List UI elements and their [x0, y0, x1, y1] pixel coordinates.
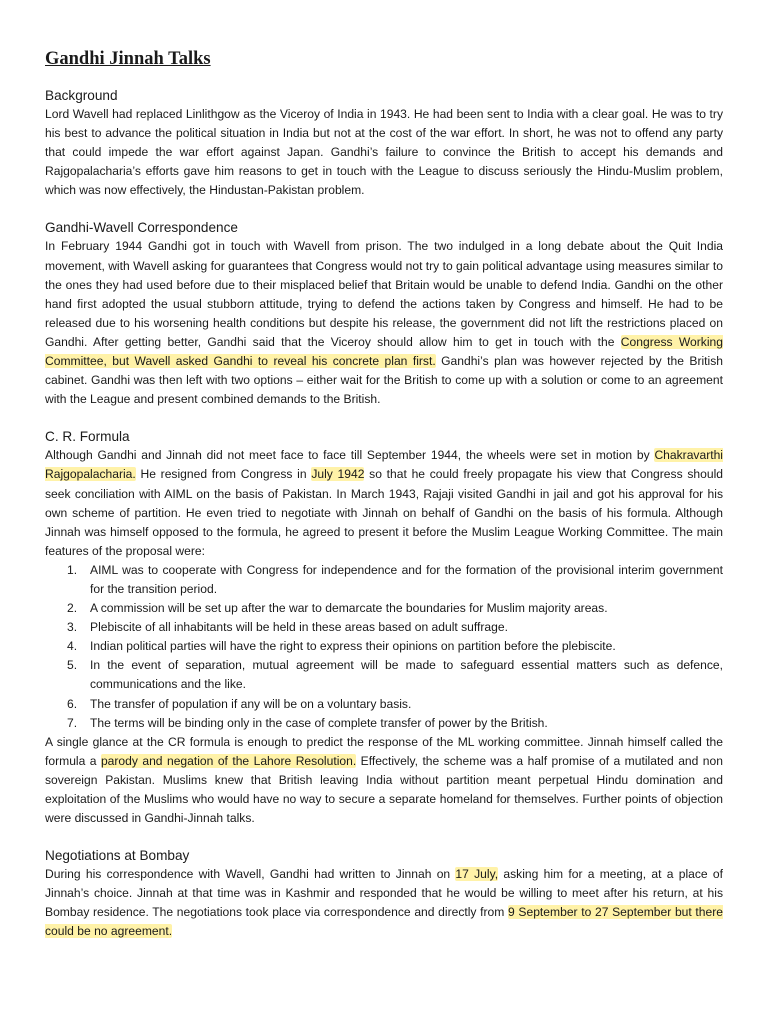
text-run: Effectively, the scheme was a half promise of a mutilated and non sovereign Pakistan. Muslims knew that British leaving India without partition meant perpetual Hindu domination and exploitation of the Muslims who would have no way to secure a separate homeland for themselves. Further points of objection were discussed in Gandhi-Jinnah talks. [45, 753, 723, 826]
list-text: Indian political parties will have the right to express their opinions on partition before the plebiscite. [90, 639, 616, 654]
section-heading: C. R. Formula [45, 429, 130, 445]
text-run: Gandhi’s plan was however rejected by the British cabinet. Gandhi was then left with two options – either wait for the British to come up with a solution or come to an agreement with the League and present combined demands to the British. [45, 354, 723, 407]
list-number: 6. [67, 696, 78, 711]
section-heading: Background [45, 88, 118, 103]
page-title: Gandhi Jinnah Talks [45, 49, 211, 69]
list-number: 2. [67, 601, 78, 616]
list-item [45, 561, 723, 599]
list-number: 4. [67, 639, 78, 654]
list-item [45, 695, 723, 714]
highlighted-text: 9 September to 27 September but there could be no agreement. [45, 905, 723, 939]
list-text: In the event of separation, mutual agreement will be made to safeguard essential matters such as defence, communications and the like. [90, 658, 723, 692]
paragraph [45, 446, 723, 561]
text-run: He resigned from Congress in [135, 467, 312, 482]
list-text: Plebiscite of all inhabitants will be held in these areas based on adult suffrage. [90, 620, 508, 635]
highlighted-text: parody and negation of the Lahore Resolution. [100, 753, 357, 768]
section-bombay [45, 846, 723, 941]
list-number: 1. [67, 562, 78, 577]
paragraph [45, 865, 723, 941]
highlighted-text: Chakravarthi Rajgopalacharia. [45, 448, 723, 482]
list-number: 3. [67, 620, 78, 635]
highlighted-text: Congress Working Committee, but Wavell asked Gandhi to reveal his concrete plan first. [45, 334, 723, 369]
section-correspondence [45, 218, 723, 409]
list-item [45, 618, 723, 637]
paragraph: Lord Wavell had replaced Linlithgow as the Viceroy of India in 1943. He had been sent to India with a clear goal. He was to try his best to advance the political situation in India but not at the cost of the war effort. In short, he was not to offend any party that could impede the war effort against Japan. Gandhi’s failure to convince the British to accept his demands and Rajgopalacharia’s efforts gave him reasons to get in touch with the League to discuss seriously the Hindu-Muslim problem, which was now effectively, the Hindustan-Pakistan problem. [45, 107, 723, 198]
section-cr-formula [45, 427, 723, 828]
highlighted-text: July 1942 [311, 467, 365, 482]
text-run: A single glance at the CR formula is enough to predict the response of the ML working committee. Jinnah himself called the formula a [45, 734, 723, 768]
list-number: 5. [67, 658, 78, 673]
section-heading: Negotiations at Bombay [45, 848, 190, 864]
paragraph [45, 733, 723, 828]
list-item [45, 637, 723, 656]
list-item [45, 599, 723, 618]
highlighted-text: 17 July, [455, 867, 499, 882]
document-page [45, 46, 723, 960]
text-run: so that he could freely propagate his view that Congress should seek conciliation with AIML on the basis of Pakistan. In March 1943, Rajaji visited Gandhi in jail and got his approval for his own scheme of partition. He even tried to negotiate with Jinnah on behalf of Gandhi on the basis of his formula. Although Jinnah was himself opposed to the formula, he agreed to present it before the Muslim League Working Committee. The main features of the proposal were: [45, 467, 723, 558]
text-run: asking him for a meeting, at a place of Jinnah’s choice. Jinnah at that time was in Kashmir and responded that he would be willing to meet after his return, at his Bombay residence. The negotiations took place via correspondence and directly from [45, 867, 723, 920]
proposal-list [45, 561, 723, 733]
text-run: During his correspondence with Wavell, Gandhi had written to Jinnah on [45, 867, 456, 882]
list-item [45, 656, 723, 694]
list-text: A commission will be set up after the war to demarcate the boundaries for Muslim majority areas. [90, 601, 608, 616]
list-number: 7. [67, 715, 78, 730]
section-heading: Gandhi-Wavell Correspondence [45, 220, 238, 236]
list-text: The terms will be binding only in the case of complete transfer of power by the British. [90, 715, 548, 730]
section-background [45, 86, 723, 200]
text-run: In February 1944 Gandhi got in touch with Wavell from prison. The two indulged in a long debate about the Quit India movement, with Wavell asking for guarantees that Congress would not try to gain political advantage using measures similar to the ones they had used before due to their misplaced belief that Britain would be unable to defend India. Gandhi on the other hand first adopted the usual stubborn attitude, trying to defend the actions taken by Congress and himself. He had to be released due to his worsening health conditions but despite his release, the government did not lift the restrictions placed on Gandhi. After getting better, Gandhi said that the Viceroy should allow him to get in touch with the [45, 239, 723, 349]
text-run: Although Gandhi and Jinnah did not meet face to face till September 1944, the wheels were set in motion by [45, 448, 655, 463]
list-item [45, 714, 723, 733]
list-text: The transfer of population if any will be on a voluntary basis. [90, 696, 412, 711]
list-text: AIML was to cooperate with Congress for independence and for the formation of the provisional interim government for the transition period. [90, 562, 723, 596]
paragraph [45, 237, 723, 409]
